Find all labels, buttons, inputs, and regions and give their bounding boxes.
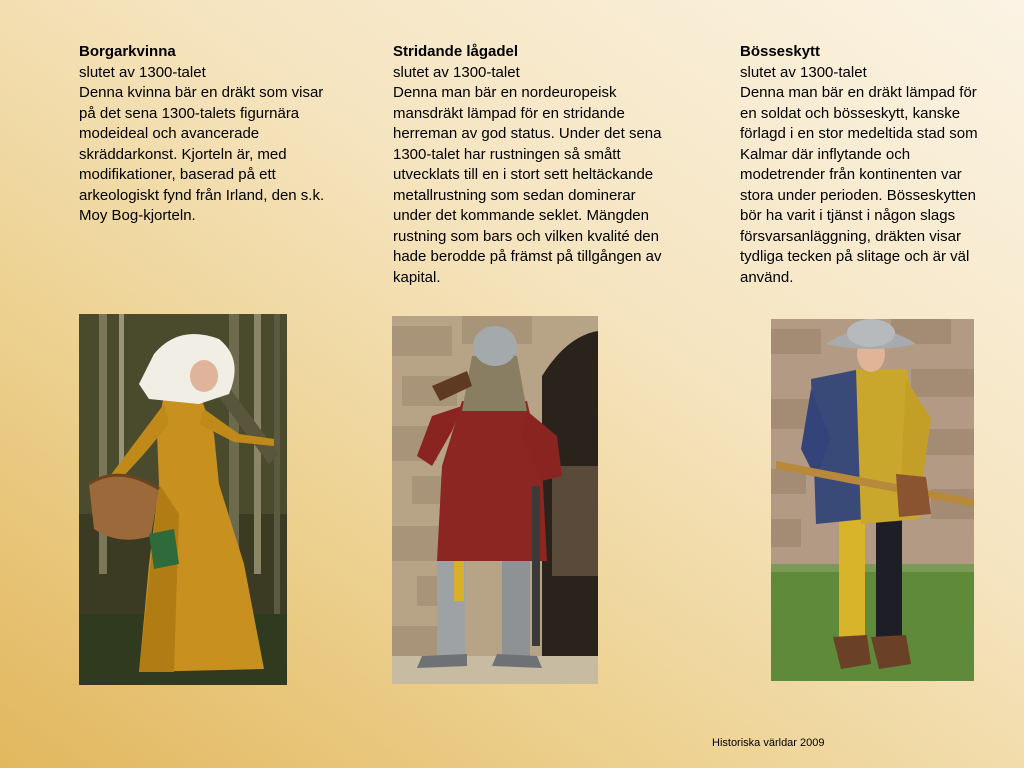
column-title: Borgarkvinna	[79, 43, 176, 60]
photo-borgarkvinna	[79, 314, 287, 685]
photo-bosseskytt	[771, 319, 974, 681]
text-column-borgarkvinna	[79, 42, 329, 227]
column-description: Denna kvinna bär en dräkt som visar på det sena 1300-talets figurnära modeideal och avancerade skräddarkonst. Kjorteln är, med modifikationer, baserad på ett arkeologiskt fynd från Irland, den s.k. Moy Bog-kjorteln.	[79, 84, 325, 224]
column-title: Bösseskytt	[740, 43, 821, 60]
column-title: Stridande lågadel	[393, 43, 519, 60]
photo-stridande-lagadel	[392, 316, 598, 684]
column-description: Denna man bär en nordeuropeisk mansdräkt lämpad för en stridande herreman av god status. Under det sena 1300-talet har rustningen så smått utvecklats till en i stort sett heltäckande metallrustning som sedan dominerar under det kommande seklet. Mängden rustning som bars och vilken kvalité den hade berodde på främst på tillgången av kapital.	[393, 84, 662, 286]
footer-text: Historiska världar 2009	[712, 737, 825, 749]
column-subtitle: slutet av 1300-talet	[79, 63, 206, 81]
text-column-stridande-lagadel	[393, 42, 668, 288]
column-subtitle: slutet av 1300-talet	[393, 63, 520, 81]
text-column-bosseskytt	[740, 42, 995, 288]
column-description: Denna man bär en dräkt lämpad för en soldat och bösseskytt, kanske förlagd i en stor medeltida stad som Kalmar där inflytande och modetrender från kontinenten var stora under perioden. Bösseskytten bör ha varit i tjänst i någon slags försvarsanläggning, dräkten visar tydliga tecken på slitage och är väl använd.	[740, 84, 978, 286]
column-subtitle: slutet av 1300-talet	[740, 63, 867, 81]
